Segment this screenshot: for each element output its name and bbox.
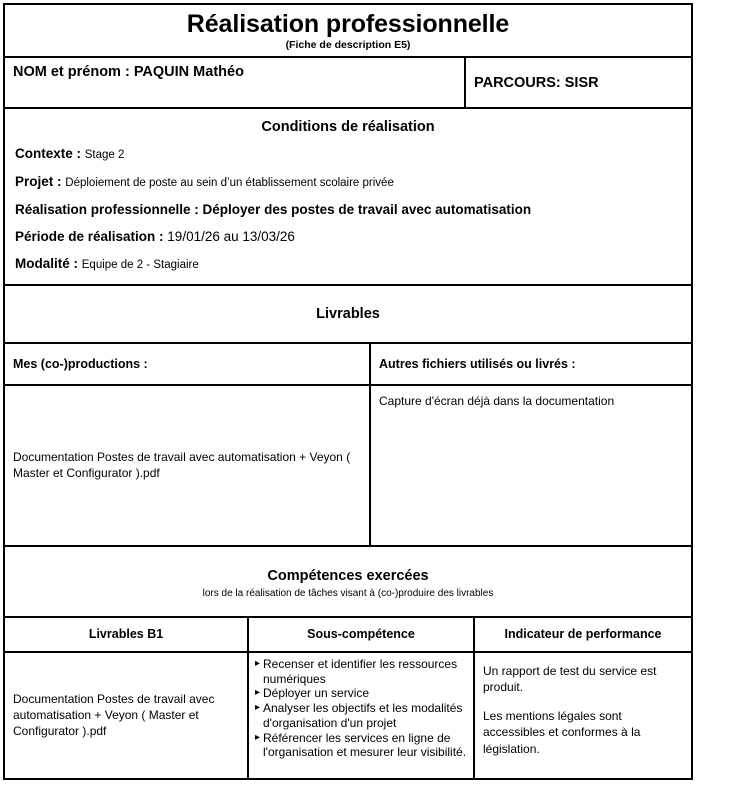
periode-line — [15, 229, 681, 245]
periode-label: Période de réalisation : — [15, 228, 168, 244]
mes-productions-value: Documentation Postes de travail avec automatisation + Veyon ( Master et Configurator ).pdf — [13, 450, 351, 481]
competences-banner-row — [5, 547, 691, 618]
projet-label: Projet : — [15, 173, 66, 189]
livrables-header-row — [5, 344, 691, 386]
conditions-row — [5, 109, 691, 286]
contexte-value: Stage 2 — [84, 149, 125, 161]
livrables-banner: Livrables — [316, 305, 380, 322]
realisation-label: Réalisation professionnelle : — [15, 201, 203, 217]
modalite-label: Modalité : — [15, 255, 82, 271]
col-header-mes-productions: Mes (co-)productions : — [13, 356, 148, 371]
contexte-line — [15, 146, 681, 163]
indicateur-paragraph: Les mentions légales sont accessibles et conformes à la législation. — [483, 709, 641, 756]
realisation-line — [15, 202, 681, 218]
conditions-heading: Conditions de réalisation — [261, 119, 435, 135]
realisation-value: Déployer des postes de travail avec automatisation — [202, 201, 532, 217]
list-item: ▸ Déployer un service — [255, 686, 467, 701]
modalite-value: Equipe de 2 - Stagiaire — [81, 258, 199, 271]
competences-subtitle: lors de la réalisation de tâches visant à (co-)produire des livrables — [202, 587, 494, 599]
title-row — [5, 5, 691, 58]
list-item: ▸ Référencer les services en ligne de l'organisation et mesurer leur visibilité. — [255, 731, 467, 761]
page-title: Réalisation professionnelle — [186, 10, 510, 38]
competences-banner — [5, 547, 691, 616]
modalite-line — [15, 256, 681, 273]
sous-competences-list — [255, 657, 467, 760]
col-header-livrables-b1: Livrables B1 — [88, 627, 164, 642]
list-item: ▸ Recenser et identifier les ressources numériques — [255, 657, 467, 687]
col-header-indicateur: Indicateur de performance — [473, 618, 691, 651]
competences-title: Compétences exercées — [267, 567, 429, 584]
periode-value: 19/01/26 au 13/03/26 — [167, 228, 295, 244]
student-name-field: NOM et prénom : PAQUIN Mathéo — [13, 64, 244, 80]
livrables-banner-row — [5, 286, 691, 344]
page-subtitle: (Fiche de description E5) — [285, 39, 411, 51]
conditions-cell — [5, 109, 691, 284]
list-item: ▸ Analyser les objectifs et les modalités d'organisation d'un projet — [255, 701, 467, 731]
identity-row — [5, 58, 691, 109]
fiche-table — [3, 3, 693, 780]
sous-competences-cell — [247, 653, 473, 778]
col-header-sous-competence: Sous-compétence — [247, 618, 473, 651]
indicateur-cell — [473, 653, 691, 778]
parcours-field: PARCOURS: SISR — [464, 58, 691, 107]
indicateur-paragraph: Un rapport de test du service est produit. — [483, 663, 657, 694]
competence-livrable-value: Documentation Postes de travail avec automatisation + Veyon ( Master et Configurator ).pdf — [13, 691, 215, 739]
contexte-label: Contexte : — [15, 146, 85, 161]
livrables-body-row — [5, 386, 691, 547]
col-header-autres-fichiers: Autres fichiers utilisés ou livrés : — [369, 344, 691, 384]
competences-header-row — [5, 618, 691, 653]
table-row — [5, 653, 691, 780]
projet-value: Déploiement de poste au sein d’un établissement scolaire privée — [65, 176, 394, 189]
title-cell — [5, 5, 691, 56]
projet-line — [15, 174, 681, 191]
autres-fichiers-value: Capture d'écran déjà dans la documentation — [369, 386, 691, 545]
